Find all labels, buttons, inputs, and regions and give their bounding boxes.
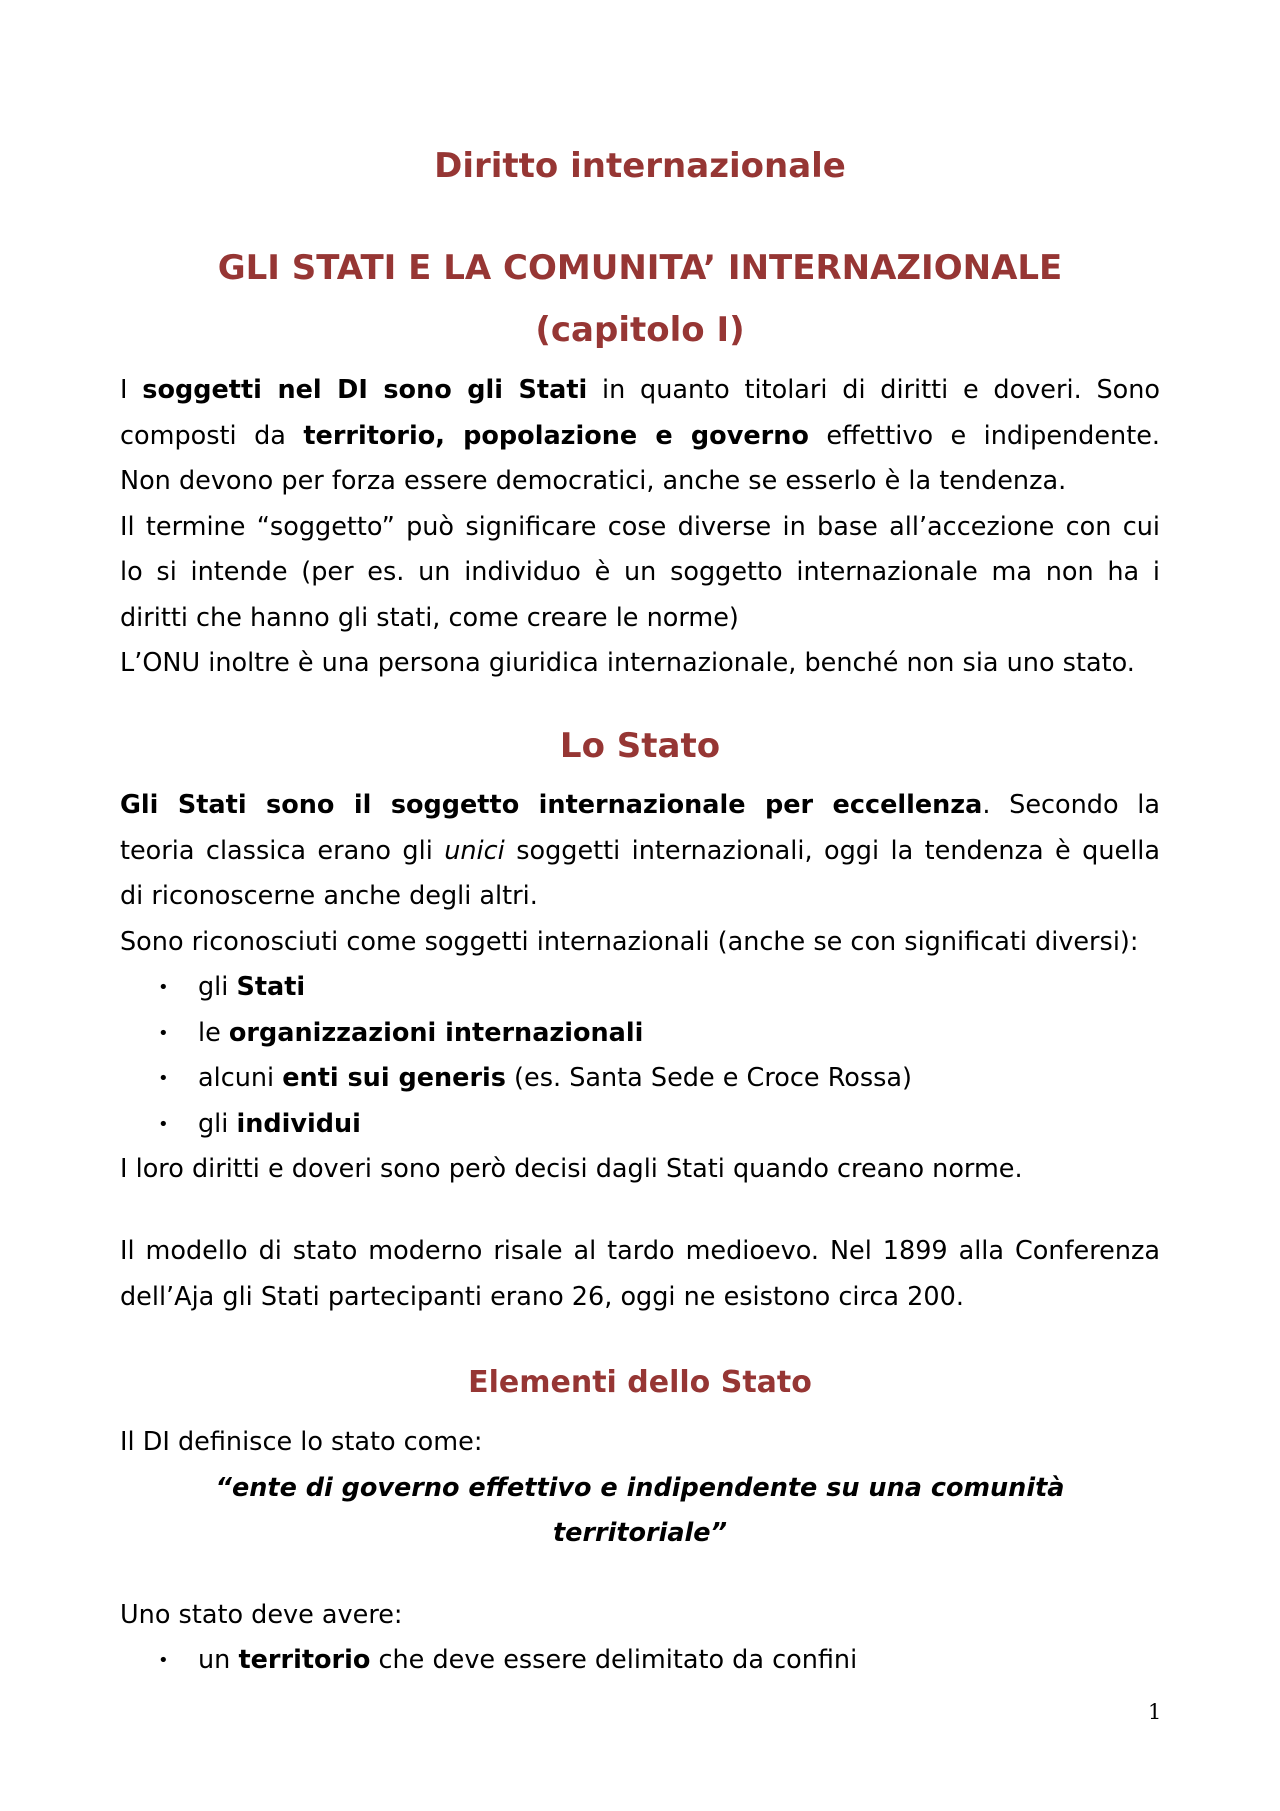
bold-text: Gli Stati sono il soggetto internazionale per eccellenza bbox=[120, 790, 983, 820]
text-line bbox=[120, 1275, 1160, 1321]
text-run: soggetti internazionali, oggi la tendenza è quella bbox=[504, 835, 1160, 866]
text-line bbox=[120, 505, 1160, 551]
elementi-paragraph-1: Il DI definisce lo stato come: bbox=[120, 1427, 483, 1457]
definition-quote-line-1: “ente di governo effettivo e indipendente su una comunità bbox=[215, 1473, 1065, 1503]
requisiti-list bbox=[120, 1638, 1160, 1684]
definition-quote-line-2: territoriale” bbox=[552, 1518, 728, 1548]
text-run: gli bbox=[198, 972, 237, 1002]
text-run: che deve essere delimitato da confini bbox=[370, 1645, 858, 1675]
document-title: Diritto internazionale bbox=[434, 146, 846, 186]
text-line bbox=[120, 550, 1160, 596]
intro-paragraph-2 bbox=[120, 505, 1160, 642]
soggetti-list bbox=[120, 965, 1160, 1147]
bold-text: enti sui generis bbox=[282, 1063, 506, 1093]
text-run: Il termine “soggetto” può significare cose diverse in base all’accezione con cui bbox=[120, 511, 1160, 542]
text-run: di riconoscerne anche degli altri. bbox=[120, 881, 538, 911]
lo-stato-paragraph-3: I loro diritti e doveri sono però decisi dagli Stati quando creano norme. bbox=[120, 1154, 1023, 1184]
text-line bbox=[120, 368, 1160, 414]
text-run: . Secondo la bbox=[982, 790, 1160, 820]
bullet-icon: • bbox=[158, 1068, 169, 1089]
bullet-icon: • bbox=[158, 977, 169, 998]
text-run: teoria classica erano gli bbox=[120, 835, 445, 866]
text-line bbox=[120, 829, 1160, 875]
text-line bbox=[120, 414, 1160, 460]
bold-text: soggetti nel DI sono gli Stati bbox=[142, 375, 588, 405]
chapter-subtitle: (capitolo I) bbox=[535, 310, 745, 350]
italic-text: unici bbox=[444, 835, 505, 866]
section-title-lo-stato: Lo Stato bbox=[559, 726, 721, 766]
page-number: 1 bbox=[1148, 1700, 1162, 1724]
text-run: in quanto titolari di diritti e doveri. Sono bbox=[587, 375, 1160, 405]
intro-paragraph-3: L’ONU inoltre è una persona giuridica internazionale, benché non sia uno stato. bbox=[120, 648, 1135, 678]
list-item bbox=[120, 1102, 1160, 1148]
text-run: (es. Santa Sede e Croce Rossa) bbox=[505, 1063, 913, 1093]
lo-stato-paragraph-4 bbox=[120, 1229, 1160, 1320]
intro-paragraph-1 bbox=[120, 368, 1160, 505]
bold-text: territorio, popolazione e governo bbox=[303, 420, 809, 451]
text-line bbox=[120, 459, 1160, 505]
text-run: Il modello di stato moderno risale al tardo medioevo. Nel 1899 alla Conferenza bbox=[120, 1236, 1160, 1266]
text-line bbox=[120, 596, 1160, 642]
text-run: I bbox=[120, 375, 143, 405]
text-run: effettivo e indipendente. bbox=[808, 420, 1161, 451]
text-run: alcuni bbox=[198, 1063, 283, 1093]
text-line bbox=[120, 874, 1160, 920]
text-run: Non devono per forza essere democratici, anche se esserlo è la tendenza. bbox=[120, 466, 1067, 496]
bold-text: organizzazioni internazionali bbox=[228, 1017, 644, 1048]
lo-stato-paragraph-1 bbox=[120, 783, 1160, 920]
list-item bbox=[120, 1056, 1160, 1102]
text-run: diritti che hanno gli stati, come creare le norme) bbox=[120, 602, 739, 633]
lo-stato-paragraph-2: Sono riconosciuti come soggetti internazionali (anche se con significati diversi): bbox=[120, 926, 1139, 957]
list-item bbox=[120, 1638, 1160, 1684]
text-run: le bbox=[198, 1017, 229, 1048]
bullet-icon: • bbox=[158, 1650, 169, 1671]
text-run: composti da bbox=[120, 420, 304, 451]
bold-text: territorio bbox=[238, 1645, 371, 1675]
bullet-icon: • bbox=[158, 1113, 169, 1135]
elementi-paragraph-2: Uno stato deve avere: bbox=[120, 1600, 403, 1630]
list-item bbox=[120, 1011, 1160, 1057]
text-run: gli bbox=[198, 1108, 237, 1139]
text-line bbox=[120, 1229, 1160, 1275]
chapter-title: GLI STATI E LA COMUNITA’ INTERNAZIONALE bbox=[217, 248, 1063, 288]
list-item bbox=[120, 965, 1160, 1011]
text-run: un bbox=[198, 1645, 239, 1675]
text-run: lo si intende (per es. un individuo è un soggetto internazionale ma non ha i bbox=[120, 557, 1160, 587]
bold-text: individui bbox=[236, 1108, 361, 1139]
text-line bbox=[120, 783, 1160, 829]
text-run: dell’Aja gli Stati partecipanti erano 26, oggi ne esistono circa 200. bbox=[120, 1281, 964, 1312]
section-title-elementi: Elementi dello Stato bbox=[468, 1365, 812, 1400]
bullet-icon: • bbox=[158, 1022, 169, 1044]
bold-text: Stati bbox=[236, 972, 306, 1002]
